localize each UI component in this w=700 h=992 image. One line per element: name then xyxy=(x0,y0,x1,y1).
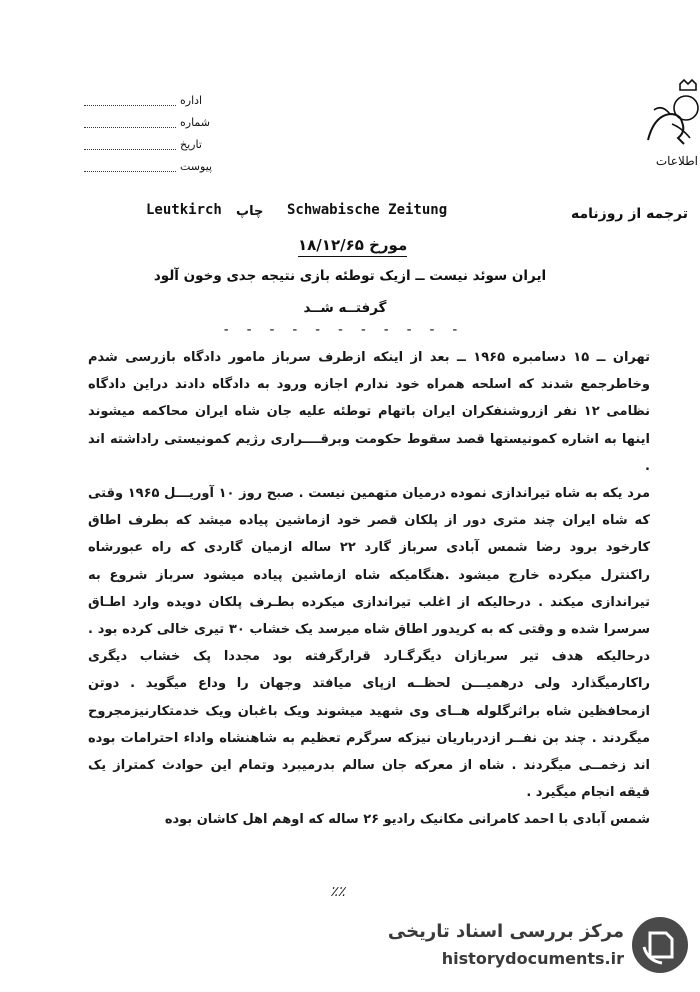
field-line xyxy=(84,127,176,128)
paragraph: شمس آبادی با احمد کامرانی مکانیک رادیو ۲۶ ساله که اوهم اهل کاشان بوده xyxy=(164,812,650,828)
field-attachment xyxy=(84,158,234,180)
paragraph: مرد یکه به شاه تیراندازی نموده درمیان متهمین نیست . صبح روز ۱۰ آوریـــل ۱۹۶۵ وقتی که شاه ایران چند متری دور از پلکان قصر خود ازماشین پیاده میشد که بطرف اطاق کارخود برود رضا شمس آبادی سرباز گارد ۲۲ ساله ازمیان گاردی که راه عبورشاه راکنترل میکرده خارج میشود .هنگامیکه شاه ازماشین پیاده میشود سرباز شروع به تیراندازی میکند . درحالیکه از اغلب تیراندازی میکرده بطـرف پلکان دویده وارد اطـاق سرسرا شده و وقتی که به کریدور اطاق شاه میرسد یک خشاب ۳۰ تیری خالی کرده بود . درحالیکه هدف تیر سربازان دیگرگـارد قرارگرفته بود مجددا پک خشاب دیگری راکارمیگذارد ولی درهمیـــن لحظــه ازپای میافتد وجهان را وداع میگوید . دوتن ازمحافظین شاه براثرگلوله هــای وی شهید میشوند ویک باغبان ویک خدمتکارنیزمجروح میگردند . چند بن نفــر ازدرباریان نیزکه سرگرم تعظیم به شاهنشاه واداء احترامات بوده اند زخمــی میگردند . شاه از معرکه جان سالم بدرمیبرد وتمام این حوادث کمتراز یک قیقه انجام میگیرد . xyxy=(88,486,651,801)
watermark-url: historydocuments.ir xyxy=(441,949,624,968)
paragraph: تهران ــ ۱۵ دسامبره ۱۹۶۵ ــ بعد از اینکه ازطرف سرباز مامور دادگاه بازرسی شدم وخاطرجمع شدند که اسلحه همراه خود ندارم اجازه ورود به دادگاه دادند دراین دادگاه نظامی ۱۲ نفر ازروشنفکران ایران باتهام توطئه علیه جان شاه ایران محاکمه میشوند اینها به اشاره کمونیستها قصد سقوط حکومت وبرقــــراری رژیم کمونیستی راداشته اند . xyxy=(88,350,650,474)
headline-rule: - - - - - - - - - - - xyxy=(222,322,463,338)
newspaper-name: Schwabische Zeitung xyxy=(287,202,448,218)
city-name: Leutkirch xyxy=(146,202,222,218)
office-label: اطلاعات xyxy=(655,154,698,168)
field-date xyxy=(84,136,234,158)
watermark-circle-icon xyxy=(632,917,688,973)
field-line xyxy=(84,149,176,150)
lion-and-sun-emblem xyxy=(642,78,700,148)
field-label: پیوست xyxy=(180,160,213,173)
field-line xyxy=(84,171,176,172)
underline xyxy=(298,256,407,257)
header-fields xyxy=(84,92,234,180)
field-department xyxy=(84,92,234,114)
translation-label: ترجمه از روزنامه xyxy=(570,206,688,222)
field-label: شماره xyxy=(180,116,211,129)
print-label: چاپ xyxy=(236,204,264,219)
page-mark: ٪٪ xyxy=(330,884,346,900)
headline: ایران سوئد نیست ــ ازیک توطئه بازی نتیجه جدی وخون آلود xyxy=(153,268,547,284)
watermark-logo xyxy=(387,915,700,985)
dated-text: مورخ ۱۸/۱۲/۶۵ xyxy=(298,236,408,254)
field-number xyxy=(84,114,234,136)
field-label: تاریخ xyxy=(180,138,202,151)
field-line xyxy=(84,105,176,106)
article-body xyxy=(88,344,650,834)
headline-continuation: گرفتــه شــد xyxy=(303,300,387,316)
dated-line xyxy=(298,236,407,254)
watermark-title: مرکز بررسی اسناد تاریخی xyxy=(387,921,624,942)
field-label: اداره xyxy=(180,94,203,107)
document-icon xyxy=(632,917,688,973)
